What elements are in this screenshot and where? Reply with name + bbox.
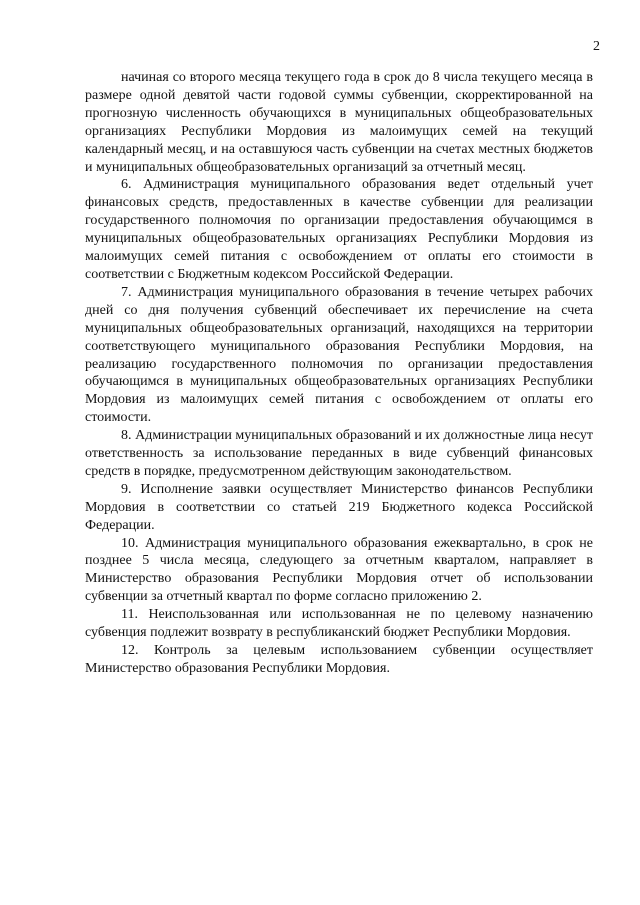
- document-body: [85, 69, 593, 678]
- paragraph-8: 8. Администрации муниципальных образований и их должностные лица несут ответственность за использование переданных в виде субвенций финансовых средств в порядке, предусмотренном действующим законодательством.: [85, 428, 593, 479]
- paragraph-9: 9. Исполнение заявки осуществляет Министерство финансов Республики Мордовия в соответствии со статьей 219 Бюджетного кодекса Российской Федерации.: [85, 481, 593, 533]
- page-number: 2: [593, 39, 600, 54]
- paragraph-10: 10. Администрация муниципального образования ежеквартально, в срок не позднее 5 числа месяца, следующего за отчетным кварталом, направляет в Министерство образования Республики Мордовия отчет об использовании субвенции за отчетный квартал по форме согласно приложению 2.: [85, 535, 593, 605]
- paragraph-7: 7. Администрация муниципального образования в течение четырех рабочих дней со дня получения субвенций обеспечивает их перечисление на счета муниципальных общеобразовательных организаций, находящихся на территории соответствующего муниципального образования Республики Мордовия, на реализацию государственного полномочия по организации предоставления обучающимся в муниципальных общеобразовательных организациях Республики Мордовия из малоимущих семей питания с освобождением от оплаты его стоимости.: [85, 284, 593, 426]
- paragraph-continuation: начиная со второго месяца текущего года в срок до 8 числа текущего месяца в размере одной девятой части годовой суммы субвенции, скорректированной на прогнозную численность обучающихся в муниципальных общеобразовательных организациях Республики Мордовия из малоимущих семей на текущий календарный месяц, и на оставшуюся часть субвенции на счетах местных бюджетов и муниципальных общеобразовательных организаций за отчетный месяц.: [85, 70, 593, 175]
- paragraph-12: 12. Контроль за целевым использованием субвенции осуществляет Министерство образования Республики Мордовия.: [85, 643, 593, 676]
- paragraph-11: 11. Неиспользованная или использованная не по целевому назначению субвенция подлежит возврату в республиканский бюджет Республики Мордовия.: [85, 607, 593, 641]
- paragraph-6: 6. Администрация муниципального образования ведет отдельный учет финансовых средств, предоставленных в качестве субвенции для реализации государственного полномочия по организации предоставления обучающимся в муниципальных общеобразовательных организациях Республики Мордовия из малоимущих семей питания с освобождением от оплаты его стоимости в соответствии с Бюджетным кодексом Российской Федерации.: [85, 177, 593, 282]
